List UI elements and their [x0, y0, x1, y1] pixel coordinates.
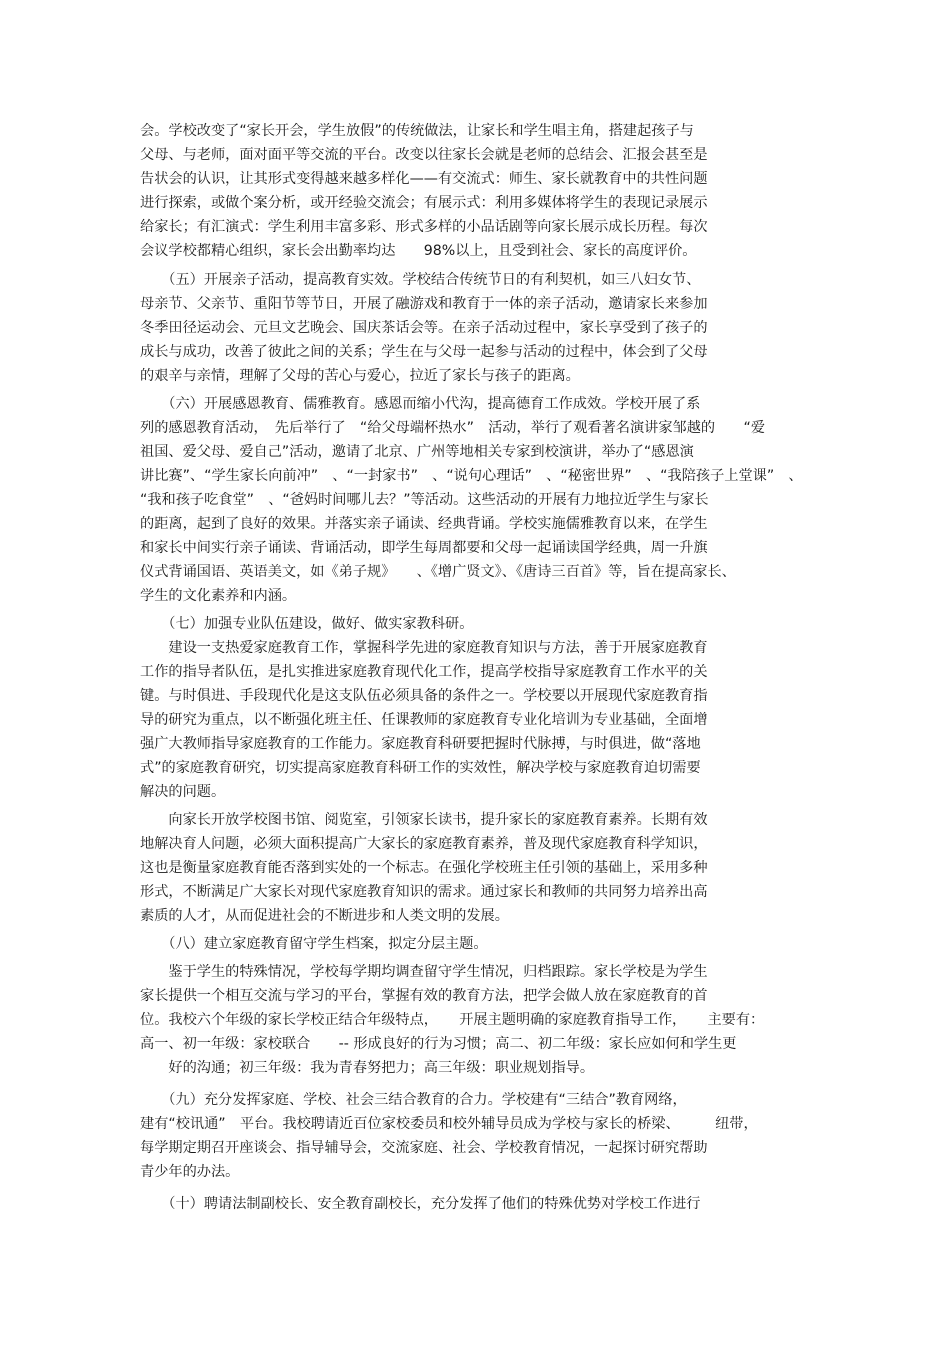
text-line: 键。与时俱进、手段现代化是这支队伍必须具备的条件之一。学校要以开展现代家庭教育指: [140, 688, 708, 704]
text-line: 仪式背诵国语、英语美文，如《弟子规》 、《增广贤文》、《唐诗三百首》等，旨在提高家长、: [140, 564, 736, 580]
text-line: 建设一支热爱家庭教育工作，掌握科学先进的家庭教育知识与方法，善于开展家庭教育: [140, 640, 708, 656]
text-line: 强广大教师指导家庭教育的工作能力。家庭教育科研要把握时代脉搏，与时俱进，做“落地: [140, 736, 701, 752]
text-line: 好的沟通；初三年级：我为青春努把力；高三年级：职业规划指导。: [140, 1060, 595, 1076]
text-line: （八）建立家庭教育留守学生档案，拟定分层主题。: [140, 936, 488, 952]
text-line: 告状会的认识，让其形式变得越来越多样化——有交流式：师生、家长就教育中的共性问题: [140, 171, 708, 187]
text-line: （六）开展感恩教育、儒雅教育。感恩而缩小代沟，提高德育工作成效。学校开展了系: [140, 396, 701, 412]
text-line: 成长与成功，改善了彼此之间的关系；学生在与父母一起参与活动的过程中，体会到了父母: [140, 344, 708, 360]
text-line: 母亲节、父亲节、重阳节等节日，开展了融游戏和教育于一体的亲子活动，邀请家长来参加: [140, 296, 708, 312]
text-line: （十）聘请法制副校长、安全教育副校长，充分发挥了他们的特殊优势对学校工作进行: [140, 1196, 701, 1212]
text-line: 每学期定期召开座谈会、指导辅导会，交流家庭、社会、学校教育情况，一起探讨研究帮助: [140, 1140, 708, 1156]
text-line: 解决的问题。: [140, 784, 226, 800]
text-line: 的艰辛与亲情，理解了父母的苦心与爱心，拉近了家长与孩子的距离。: [140, 368, 580, 384]
text-line: 建有“校讯通” 平台。我校聘请近百位家校委员和校外辅导员成为学校与家长的桥梁、 纽带，: [140, 1116, 758, 1132]
text-line: 讲比赛”、“学生家长向前冲” 、“一封家书” 、“说句心理话” 、“秘密世界” 、“我陪孩子上堂课” 、: [140, 468, 803, 484]
text-line: 祖国、爱父母、爱自己”活动，邀请了北京、广州等地相关专家到校演讲，举办了“感恩演: [140, 444, 694, 460]
text-line: 会。学校改变了“家长开会，学生放假”的传统做法，让家长和学生唱主角，搭建起孩子与: [140, 123, 694, 139]
text-line: 鉴于学生的特殊情况，学校每学期均调查留守学生情况，归档跟踪。家长学校是为学生: [140, 964, 708, 980]
text-line: 式”的家庭教育研究，切实提高家庭教育科研工作的实效性，解决学校与家庭教育迫切需要: [140, 760, 701, 776]
text-line: 学生的文化素养和内涵。: [140, 588, 297, 604]
text-line: 青少年的办法。: [140, 1164, 240, 1180]
text-line: 和家长中间实行亲子诵读、背诵活动，即学生每周都要和父母一起诵读国学经典，周一升旗: [140, 540, 708, 556]
text-line: 给家长；有汇演式：学生利用丰富多彩、形式多样的小品话剧等向家长展示成长历程。每次: [140, 219, 708, 235]
text-line: “我和孩子吃食堂” 、“爸妈时间哪儿去？”等活动。这些活动的开展有力地拉近学生与家长: [140, 492, 709, 508]
text-line: 家长提供一个相互交流与学习的平台，掌握有效的教育方法，把学会做人放在家庭教育的首: [140, 988, 708, 1004]
text-line: 地解决育人问题，必须大面积提高广大家长的家庭教育素养，普及现代家庭教育科学知识，: [140, 836, 708, 852]
text-line: 素质的人才，从而促进社会的不断进步和人类文明的发展。: [140, 908, 509, 924]
text-line: 向家长开放学校图书馆、阅览室，引领家长读书，提升家长的家庭教育素养。长期有效: [140, 812, 708, 828]
text-line: 进行探索，或做个案分析，或开经验交流会；有展示式：利用多媒体将学生的表现记录展示: [140, 195, 708, 211]
text-line: （五）开展亲子活动，提高教育实效。学校结合传统节日的有利契机，如三八妇女节、: [140, 272, 701, 288]
text-line: 形式，不断满足广大家长对现代家庭教育知识的需求。通过家长和教师的共同努力培养出高: [140, 884, 708, 900]
text-line: 工作的指导者队伍，是扎实推进家庭教育现代化工作，提高学校指导家庭教育工作水平的关: [140, 664, 708, 680]
text-line: 高一、初一年级：家校联合 -- 形成良好的行为习惯；高二、初二年级：家长应如何和学生更: [140, 1036, 737, 1052]
text-line: （七）加强专业队伍建设，做好、做实家教科研。: [140, 616, 474, 632]
text-line: 这也是衡量家庭教育能否落到实处的一个标志。在强化学校班主任引领的基础上，采用多种: [140, 860, 708, 876]
text-line: 冬季田径运动会、元旦文艺晚会、国庆茶话会等。在亲子活动过程中，家长享受到了孩子的: [140, 320, 708, 336]
text-line: 位。我校六个年级的家长学校正结合年级特点， 开展主题明确的家庭教育指导工作， 主要有：: [140, 1012, 765, 1028]
text-line: 导的研究为重点，以不断强化班主任、任课教师的家庭教育专业化培训为专业基础，全面增: [140, 712, 708, 728]
text-line: （九）充分发挥家庭、学校、社会三结合教育的合力。学校建有“三结合”教育网络，: [140, 1092, 687, 1108]
text-line: 会议学校都精心组织，家长会出勤率均达 98%以上，且受到社会、家长的高度评价。: [140, 243, 697, 259]
text-line: 父母、与老师，面对面平等交流的平台。改变以往家长会就是老师的总结会、汇报会甚至是: [140, 147, 708, 163]
text-line: 的距离，起到了良好的效果。并落实亲子诵读、经典背诵。学校实施儒雅教育以来，在学生: [140, 516, 708, 532]
text-line: 列的感恩教育活动， 先后举行了 “给父母端杯热水” 活动，举行了观看著名演讲家邹越的 “爱: [140, 420, 766, 436]
